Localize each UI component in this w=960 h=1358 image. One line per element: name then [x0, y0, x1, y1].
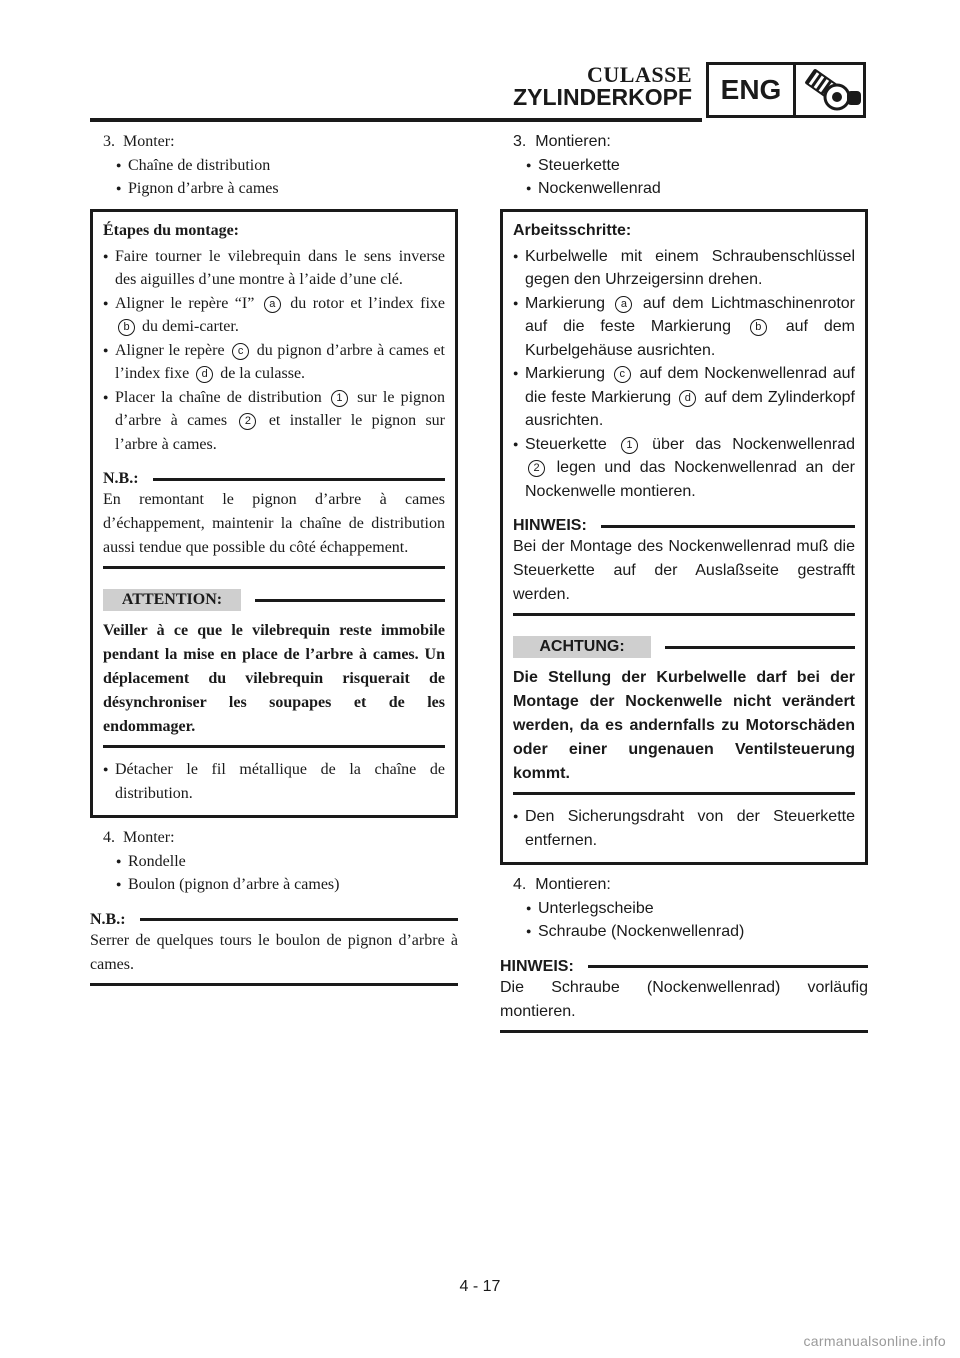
step-4-bullet: ● Schraube (Nockenwellenrad): [500, 920, 868, 944]
note-text: Bei der Montage des Nockenwellenrad muß die Steuerkette auf der Auslaßseite gestrafft werden.: [513, 535, 855, 616]
procedure-item: ● Den Sicherungsdraht von der Steuerkette entfernen.: [513, 805, 855, 852]
step-4-bullet: ● Rondelle: [90, 850, 458, 874]
note-text: Die Schraube (Nockenwellenrad) vorläufig montieren.: [500, 976, 868, 1033]
mark-c: c: [232, 343, 249, 360]
section-label: ENG: [709, 65, 796, 115]
mark-b: b: [750, 319, 767, 336]
procedure-title: Étapes du montage:: [103, 221, 240, 239]
mark-a: a: [615, 296, 632, 313]
step-4-label: 4. Monter:: [103, 829, 175, 846]
note-heading: N.B.:: [103, 470, 445, 488]
procedure-item: ● Faire tourner le vilebrequin dans le sens inverse des aiguilles d’une montre à l’aide d’une clé.: [103, 245, 445, 292]
procedure-title: Arbeitsschritte:: [513, 221, 632, 239]
section-tab: [706, 62, 866, 118]
note-text: En remontant le pignon d’arbre à cames d’échappement, maintenir la chaîne de distribution aussi tendue que possible du côté échappement.: [103, 488, 445, 569]
mark-c: c: [614, 366, 631, 383]
column-german: [500, 130, 868, 1033]
page-number: 4 - 17: [459, 1278, 501, 1295]
step-4-bullet: ● Boulon (pignon d’arbre à cames): [90, 873, 458, 897]
note-heading: HINWEIS:: [513, 517, 855, 535]
mark-2: 2: [239, 413, 256, 430]
header-rule: [90, 118, 702, 122]
procedure-item: ● Kurbelwelle mit einem Schraubenschlüssel gegen den Uhrzeigersinn drehen.: [513, 245, 855, 292]
mark-a: a: [264, 296, 281, 313]
procedure-item: ● Markierung a auf dem Lichtmaschinenrotor auf die feste Markierung b auf dem Kurbelgehäuse ausrichten.: [513, 292, 855, 363]
note-heading: HINWEIS:: [500, 958, 868, 976]
column-french: [90, 130, 458, 986]
step-4-label: 4. Montieren:: [513, 876, 611, 893]
procedure-item: ● Placer la chaîne de distribution 1 sur le pignon d’arbre à cames 2 et installer le pignon sur l’arbre à cames.: [103, 386, 445, 457]
caution-text: Veiller à ce que le vilebrequin reste immobile pendant la mise en place de l’arbre à cames. Un déplacement du vilebrequin risquerait de désynchroniser les soupapes et de les endommager.: [103, 619, 445, 748]
step-3-label: 3. Montieren:: [513, 133, 611, 150]
engine-wrench-icon: [796, 65, 863, 115]
mark-b: b: [118, 319, 135, 336]
caution-text: Die Stellung der Kurbelwelle darf bei der Montage der Nockenwelle nicht verändert werden, da es andernfalls zu Motorschäden oder einer ungenauen Ventilsteuerung kommt.: [513, 666, 855, 795]
procedure-box: [500, 209, 868, 866]
caution-block: [103, 589, 445, 748]
caution-block: [513, 636, 855, 795]
procedure-item: ● Aligner le repère c du pignon d’arbre à cames et l’index fixe d de la culasse.: [103, 339, 445, 386]
note-heading: N.B.:: [90, 911, 458, 929]
caution-label: ATTENTION:: [103, 589, 241, 611]
step-4-bullet: ● Unterlegscheibe: [500, 897, 868, 921]
step-3-label: 3. Monter:: [103, 133, 175, 150]
caution-label: ACHTUNG:: [513, 636, 651, 658]
header-title-de: ZYLINDERKOPF: [513, 84, 692, 110]
procedure-box: [90, 209, 458, 819]
mark-1: 1: [621, 437, 638, 454]
procedure-item: ● Steuerkette 1 über das Nockenwellenrad 2 legen und das Nockenwellenrad an der Nockenwelle montieren.: [513, 433, 855, 504]
watermark: carmanualsonline.info: [803, 1333, 946, 1349]
mark-d: d: [196, 366, 213, 383]
header-title-fr: CULASSE: [587, 62, 692, 87]
note-text: Serrer de quelques tours le boulon de pignon d’arbre à cames.: [90, 929, 458, 986]
step-3-bullet: ● Steuerkette: [500, 154, 868, 178]
procedure-item: ● Markierung c auf dem Nockenwellenrad auf die feste Markierung d auf dem Zylinderkopf ausrichten.: [513, 362, 855, 433]
mark-2: 2: [528, 460, 545, 477]
procedure-item: ● Détacher le fil métallique de la chaîne de distribution.: [103, 758, 445, 805]
step-3-bullet: ● Chaîne de distribution: [90, 154, 458, 178]
step-3-bullet: ● Nockenwellenrad: [500, 177, 868, 201]
step-3-bullet: ● Pignon d’arbre à cames: [90, 177, 458, 201]
mark-d: d: [679, 390, 696, 407]
mark-1: 1: [331, 390, 348, 407]
procedure-item: ● Aligner le repère “I” a du rotor et l’index fixe b du demi-carter.: [103, 292, 445, 339]
